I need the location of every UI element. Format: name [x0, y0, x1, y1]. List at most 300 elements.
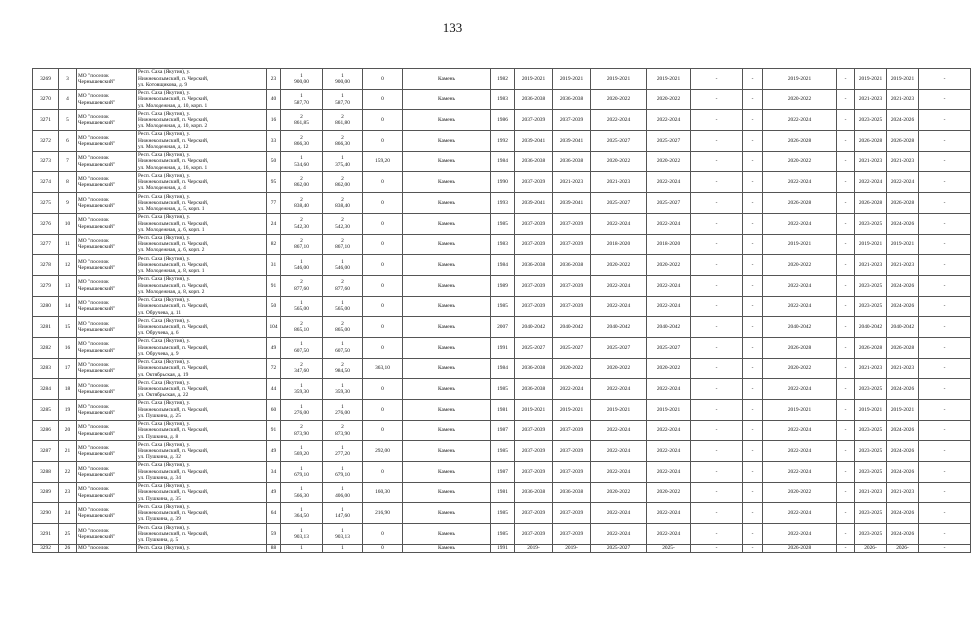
cell-number	[59, 69, 77, 90]
cell-dash-1	[691, 151, 743, 172]
cell-period-2	[553, 358, 591, 379]
cell-number-text: 26	[64, 544, 71, 551]
cell-period-6-text: 2019-2021	[858, 75, 883, 82]
address-line: ул. Пушкина, д. 25	[138, 412, 181, 419]
cell-period-6-text: 2021-2023	[858, 489, 883, 496]
cell-period-1-text: 2019-2021	[521, 406, 546, 413]
cell-period-6-text: 2040-2042	[858, 323, 883, 330]
cell-period-6	[855, 172, 887, 193]
address-line: ул. Пушкина, д. 5	[138, 537, 179, 544]
cell-year	[491, 441, 515, 462]
address-line: Респ. Саха (Якутия), у.	[138, 503, 191, 510]
cell-period-1	[515, 524, 553, 545]
table-row	[33, 441, 971, 462]
cell-period-2-text: 2039-2041	[559, 137, 584, 144]
cell-value-4	[363, 110, 403, 131]
cell-id-text: 3290	[40, 510, 51, 517]
cell-period-6	[855, 482, 887, 503]
cell-period-6-text: 2023-2025	[858, 220, 883, 227]
cell-dash-2-text: -	[751, 282, 754, 289]
cell-period-5	[763, 358, 837, 379]
cell-year-text: 2007	[497, 323, 508, 330]
cell-value-4-text: 0	[381, 179, 384, 186]
cell-dash-4-text: -	[943, 544, 946, 551]
cell-value-3-text: 984,50	[335, 368, 350, 375]
cell-value-3-text: 877,60	[335, 285, 350, 292]
cell-municipality-text: МО "поселок Чернышевский"	[78, 486, 116, 499]
cell-dash-4	[919, 275, 971, 296]
cell-id-text: 3270	[40, 96, 51, 103]
cell-period-2	[553, 89, 591, 110]
cell-period-6	[855, 213, 887, 234]
cell-value-2-text: 1	[300, 465, 303, 472]
cell-period-4-text: 2020-2022	[656, 365, 681, 372]
address-line: Нижнеколымский, п. Черский,	[138, 530, 209, 537]
cell-id-text: 3287	[40, 448, 51, 455]
cell-value-2	[281, 482, 323, 503]
cell-value-1	[267, 69, 281, 90]
address-line: ул. Молодежная, д. 8, корп. 1	[138, 268, 205, 275]
cell-value-4-text: 0	[381, 137, 384, 144]
cell-period-6	[855, 337, 887, 358]
cell-period-5-text: 2026-2028	[787, 199, 812, 206]
cell-period-3	[591, 131, 647, 152]
cell-municipality	[77, 89, 137, 110]
cell-dash-4	[919, 89, 971, 110]
cell-id-text: 3277	[40, 241, 51, 248]
cell-period-2-text: 2037-2039	[559, 220, 584, 227]
cell-municipality	[77, 255, 137, 276]
cell-dash-4	[919, 441, 971, 462]
cell-dash-2	[743, 110, 763, 131]
cell-period-7-text: 2021-2023	[890, 261, 915, 268]
cell-period-1	[515, 193, 553, 214]
cell-period-7	[887, 131, 919, 152]
cell-value-3	[323, 89, 363, 110]
cell-period-3	[591, 110, 647, 131]
cell-dash-2-text: -	[751, 261, 754, 268]
cell-period-1	[515, 255, 553, 276]
cell-period-5-text: 2022-2024	[787, 117, 812, 124]
address-line: Нижнеколымский, п. Черский,	[138, 158, 209, 165]
cell-address	[137, 503, 267, 524]
cell-period-3-text: 2025-2027	[606, 344, 631, 351]
cell-id-text: 3285	[40, 406, 51, 413]
address-line: Респ. Саха (Якутия), у.	[138, 524, 191, 531]
cell-period-5	[763, 275, 837, 296]
cell-dash-2-text: -	[751, 427, 754, 434]
cell-dash-4-text: -	[943, 406, 946, 413]
cell-id	[33, 234, 59, 255]
cell-period-7	[887, 275, 919, 296]
cell-dash-1	[691, 441, 743, 462]
table-row	[33, 172, 971, 193]
cell-dash-4-text: -	[943, 365, 946, 372]
cell-value-3-text: 1	[341, 444, 344, 451]
cell-value-2-text: 542,30	[294, 223, 309, 230]
cell-id-text: 3283	[40, 365, 51, 372]
cell-dash-4	[919, 358, 971, 379]
cell-dash-2-text: -	[751, 137, 754, 144]
cell-period-4-text: 2020-2022	[656, 261, 681, 268]
cell-dash-4	[919, 151, 971, 172]
cell-value-2	[281, 337, 323, 358]
table-row	[33, 358, 971, 379]
cell-period-3-text: 2040-2042	[606, 323, 631, 330]
cell-dash-3	[837, 296, 855, 317]
cell-period-1	[515, 296, 553, 317]
cell-dash-3-text: -	[844, 489, 847, 496]
cell-period-1-text: 2025-2027	[521, 344, 546, 351]
cell-period-4	[647, 400, 691, 421]
cell-period-6-text: 2022-2024	[858, 179, 883, 186]
cell-period-6-text: 2023-2025	[858, 427, 883, 434]
cell-address	[137, 69, 267, 90]
cell-dash-1-text: -	[715, 386, 718, 392]
address-line: ул. Обручева, д. 6	[138, 330, 179, 337]
cell-value-1	[267, 420, 281, 441]
cell-number	[59, 110, 77, 131]
cell-id	[33, 69, 59, 90]
cell-period-4-text: 2022-2024	[656, 530, 681, 537]
cell-period-6	[855, 89, 887, 110]
cell-period-7	[887, 255, 919, 276]
cell-number-text: 5	[66, 117, 69, 124]
cell-period-7	[887, 441, 919, 462]
cell-municipality	[77, 400, 137, 421]
cell-dash-2	[743, 275, 763, 296]
cell-value-2-text: 866,30	[294, 140, 309, 147]
cell-period-2	[553, 213, 591, 234]
cell-period-2-text: 2036-2038	[559, 96, 584, 103]
cell-value-3-text: 1	[341, 527, 344, 534]
cell-value-1-text: 91	[270, 282, 277, 289]
cell-id-text: 3291	[40, 530, 51, 537]
cell-dash-1	[691, 234, 743, 255]
cell-period-2	[553, 234, 591, 255]
address-line: ул. Молодежная, д. 10, корп. 1	[138, 102, 208, 109]
cell-dash-4	[919, 131, 971, 152]
cell-period-6-text: 2026-	[864, 544, 877, 551]
cell-period-7-text: 2019-2021	[890, 406, 915, 413]
cell-dash-2	[743, 482, 763, 503]
cell-number-text: 20	[64, 427, 71, 434]
cell-period-6-text: 2026-2028	[858, 344, 883, 351]
cell-value-2-text: 1	[300, 506, 303, 513]
cell-period-5-text: 2019-2021	[787, 241, 812, 248]
cell-value-4	[363, 234, 403, 255]
cell-number-text: 19	[64, 406, 71, 413]
cell-id	[33, 193, 59, 214]
cell-dash-1	[691, 379, 743, 400]
cell-id-text: 3281	[40, 323, 51, 330]
cell-address	[137, 234, 267, 255]
cell-value-1-text: 82	[270, 241, 277, 248]
cell-municipality-text: МО "поселок	[78, 544, 109, 551]
cell-number-text: 16	[64, 344, 71, 351]
cell-number-text: 7	[66, 158, 69, 165]
cell-period-2-text: 2022-2024	[559, 386, 584, 392]
cell-value-3-text: 1	[341, 382, 344, 389]
cell-number	[59, 503, 77, 524]
cell-period-2-text: 2037-2039	[559, 448, 584, 455]
cell-value-3	[323, 524, 363, 545]
cell-municipality-text: МО "поселок Чернышевский"	[78, 175, 116, 189]
cell-dash-3-text: -	[844, 386, 847, 392]
cell-id	[33, 482, 59, 503]
cell-value-1-text: 23	[270, 75, 277, 82]
cell-period-2-text: 2036-2038	[559, 489, 584, 496]
address-line: Нижнеколымский, п. Черский,	[138, 365, 209, 372]
cell-period-7-text: 2024-2026	[890, 448, 915, 455]
cell-period-1	[515, 337, 553, 358]
cell-period-1-text: 2036-2038	[521, 489, 546, 496]
cell-value-1	[267, 337, 281, 358]
table-row	[33, 89, 971, 110]
cell-period-5-text: 2020-2022	[787, 365, 812, 372]
cell-number	[59, 151, 77, 172]
registry-table-wrap	[32, 68, 946, 608]
cell-wall-material-text: Камень	[437, 137, 456, 144]
cell-period-1	[515, 503, 553, 524]
cell-year	[491, 400, 515, 421]
cell-period-4	[647, 524, 691, 545]
cell-id-text: 3289	[40, 489, 51, 496]
address-line: Респ. Саха (Якутия), у.	[138, 90, 191, 97]
cell-period-7-text: 2022-2024	[890, 179, 915, 186]
cell-period-4-text: 2022-2024	[656, 386, 681, 392]
cell-value-3	[323, 255, 363, 276]
cell-period-7-text: 2024-2026	[890, 530, 915, 537]
cell-period-5-text: 2040-2042	[787, 323, 812, 330]
cell-period-3	[591, 89, 647, 110]
cell-period-4-text: 2019-2021	[656, 406, 681, 413]
cell-period-6-text: 2021-2023	[858, 261, 883, 268]
cell-wall-material	[403, 462, 491, 483]
cell-period-5	[763, 544, 837, 552]
cell-value-2-text: 877,60	[294, 285, 309, 292]
cell-period-2	[553, 441, 591, 462]
cell-dash-3	[837, 400, 855, 421]
cell-wall-material-text: Камень	[437, 510, 456, 517]
cell-dash-2-text: -	[751, 530, 754, 537]
cell-number	[59, 544, 77, 552]
cell-number	[59, 172, 77, 193]
cell-number-text: 10	[64, 220, 71, 227]
cell-dash-3-text: -	[844, 220, 847, 227]
address-line: Респ. Саха (Якутия), у.	[138, 110, 191, 117]
cell-period-2	[553, 296, 591, 317]
cell-value-2	[281, 255, 323, 276]
cell-period-6	[855, 317, 887, 338]
cell-dash-4-text: -	[943, 468, 946, 475]
cell-dash-2-text: -	[751, 365, 754, 372]
cell-dash-2-text: -	[751, 448, 754, 455]
cell-year-text: 1993	[497, 199, 508, 206]
cell-period-3	[591, 213, 647, 234]
cell-period-6-text: 2019-2021	[858, 241, 883, 248]
cell-id	[33, 441, 59, 462]
cell-period-7	[887, 358, 919, 379]
cell-dash-1-text: -	[715, 489, 718, 496]
cell-period-3-text: 2022-2024	[606, 220, 631, 227]
address-line: Респ. Саха (Якутия), у.	[138, 544, 191, 551]
cell-period-7-text: 2024-2026	[890, 303, 915, 310]
cell-value-2-text: 569,20	[294, 451, 309, 458]
cell-dash-4-text: -	[943, 137, 946, 144]
cell-period-5-text: 2026-2028	[787, 137, 812, 144]
cell-municipality-text: МО "поселок Чернышевский"	[78, 196, 116, 209]
cell-year-text: 1985	[497, 448, 508, 455]
cell-value-1	[267, 275, 281, 296]
cell-period-3	[591, 482, 647, 503]
cell-dash-4	[919, 400, 971, 421]
cell-period-7-text: 2026-2028	[890, 344, 915, 351]
cell-period-2	[553, 275, 591, 296]
cell-wall-material	[403, 358, 491, 379]
cell-id-text: 3286	[40, 427, 51, 434]
cell-dash-3	[837, 213, 855, 234]
cell-period-2-text: 2036-2038	[559, 261, 584, 268]
cell-dash-1-text: -	[715, 303, 718, 310]
cell-dash-4-text: -	[943, 117, 946, 124]
cell-dash-2-text: -	[751, 158, 754, 165]
cell-dash-1	[691, 172, 743, 193]
cell-value-2	[281, 503, 323, 524]
cell-value-2-text: 1	[300, 300, 303, 307]
cell-year	[491, 193, 515, 214]
cell-period-1	[515, 441, 553, 462]
cell-year-text: 1989	[497, 282, 508, 289]
cell-period-6-text: 2023-2025	[858, 510, 883, 517]
registry-table	[32, 68, 971, 553]
cell-value-1	[267, 524, 281, 545]
cell-value-4-text: 0	[381, 323, 384, 330]
cell-value-3	[323, 151, 363, 172]
cell-period-4	[647, 151, 691, 172]
cell-value-3-text: 1	[341, 93, 344, 100]
cell-value-2	[281, 296, 323, 317]
address-line: ул. Молодежная, д. 5, корп. 1	[138, 206, 205, 213]
cell-wall-material	[403, 337, 491, 358]
address-line: Нижнеколымский, п. Черский,	[138, 179, 209, 186]
cell-dash-2	[743, 358, 763, 379]
cell-id	[33, 524, 59, 545]
cell-value-4-text: 0	[381, 427, 384, 434]
cell-municipality	[77, 193, 137, 214]
cell-dash-2	[743, 441, 763, 462]
cell-dash-1-text: -	[715, 158, 718, 165]
cell-dash-2-text: -	[751, 179, 754, 186]
cell-period-4	[647, 544, 691, 552]
cell-period-5	[763, 110, 837, 131]
address-line: Нижнеколымский, п. Черский,	[138, 323, 209, 330]
cell-period-5-text: 2019-2021	[787, 75, 812, 82]
cell-period-2-text: 2037-2039	[559, 468, 584, 475]
cell-dash-1	[691, 213, 743, 234]
cell-value-3-text: 2	[341, 279, 344, 286]
cell-wall-material	[403, 131, 491, 152]
cell-municipality-text: МО "поселок Чернышевский"	[78, 113, 116, 127]
cell-address	[137, 89, 267, 110]
cell-dash-2-text: -	[751, 544, 754, 551]
cell-value-4	[363, 69, 403, 90]
cell-period-2	[553, 337, 591, 358]
cell-period-6	[855, 400, 887, 421]
cell-dash-1	[691, 544, 743, 552]
cell-period-6	[855, 524, 887, 545]
cell-period-3	[591, 503, 647, 524]
cell-wall-material-text: Камень	[437, 544, 456, 551]
cell-dash-2	[743, 420, 763, 441]
cell-wall-material	[403, 234, 491, 255]
cell-dash-4	[919, 379, 971, 400]
cell-period-3	[591, 255, 647, 276]
cell-dash-2-text: -	[751, 386, 754, 392]
cell-period-7	[887, 503, 919, 524]
cell-period-5-text: 2022-2024	[787, 386, 812, 392]
cell-period-6-text: 2026-2028	[858, 199, 883, 206]
cell-value-2-text: 566,30	[294, 492, 309, 499]
cell-address	[137, 172, 267, 193]
cell-period-5	[763, 213, 837, 234]
cell-wall-material-text: Камень	[437, 344, 456, 351]
cell-dash-1-text: -	[715, 448, 718, 455]
cell-period-1-text: 2037-2039	[521, 303, 546, 310]
address-line: ул. Молодежная, д. 10, корп. 2	[138, 123, 208, 130]
cell-value-2	[281, 69, 323, 90]
table-row	[33, 234, 971, 255]
cell-dash-2	[743, 255, 763, 276]
cell-dash-1-text: -	[715, 544, 718, 551]
cell-municipality-text: МО "поселок Чернышевский"	[78, 403, 116, 416]
cell-period-7	[887, 89, 919, 110]
cell-id-text: 3273	[40, 158, 51, 165]
cell-municipality	[77, 234, 137, 255]
cell-dash-4-text: -	[943, 282, 946, 289]
cell-value-1-text: 49	[270, 344, 277, 351]
cell-period-6-text: 2023-2025	[858, 386, 883, 392]
cell-value-4-text: 0	[381, 544, 384, 551]
cell-year-text: 1986	[497, 117, 508, 124]
address-line: ул. Пушкина, д. 34	[138, 475, 181, 482]
cell-dash-2	[743, 151, 763, 172]
cell-value-4-text: 0	[381, 261, 384, 268]
cell-value-3	[323, 441, 363, 462]
cell-dash-3	[837, 420, 855, 441]
cell-id	[33, 544, 59, 552]
cell-dash-3-text: -	[844, 179, 847, 186]
address-line: Нижнеколымский, п. Черский,	[138, 344, 209, 351]
cell-period-4	[647, 358, 691, 379]
cell-period-5	[763, 420, 837, 441]
cell-wall-material-text: Камень	[437, 323, 456, 330]
cell-value-4-text: 0	[381, 117, 384, 124]
cell-period-2	[553, 151, 591, 172]
cell-value-3	[323, 275, 363, 296]
cell-dash-2	[743, 317, 763, 338]
cell-year	[491, 544, 515, 552]
cell-period-2	[553, 69, 591, 90]
cell-number-text: 25	[64, 530, 71, 537]
cell-dash-3	[837, 110, 855, 131]
cell-value-2-text: 1	[300, 544, 303, 551]
cell-value-1	[267, 296, 281, 317]
cell-year	[491, 337, 515, 358]
cell-period-2	[553, 524, 591, 545]
cell-period-2-text: 2037-2039	[559, 510, 584, 517]
cell-period-4	[647, 462, 691, 483]
